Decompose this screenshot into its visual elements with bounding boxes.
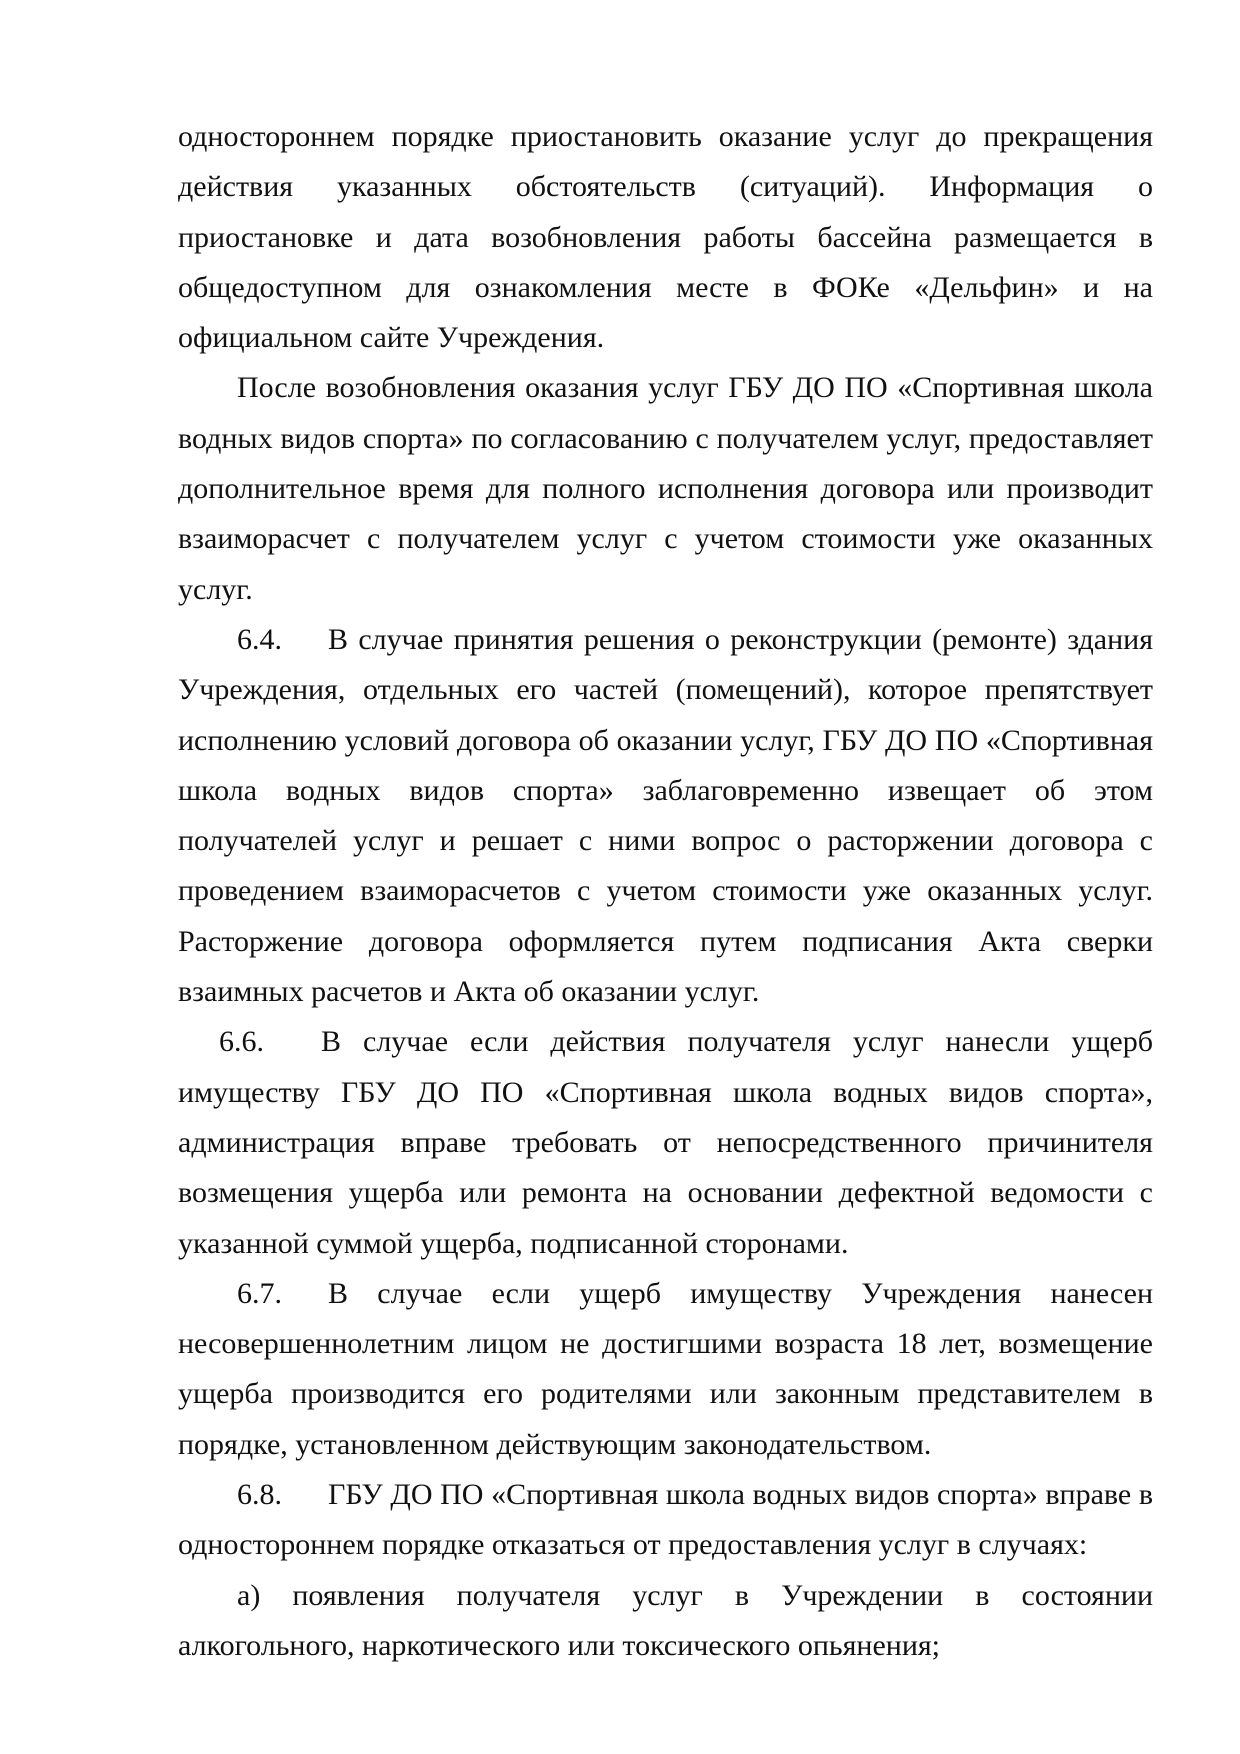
paragraph-suspension-continued: одностороннем порядке приостановить оказание услуг до прекращения действия указанных обстоятельств (ситуаций). Информация о приостановке и дата возобновления работы бассейна размещается в общедоступном для ознакомления месте в ФОКе «Дельфин» и на официальном сайте Учреждения. xyxy=(178,120,1153,355)
clause-text: В случае принятия решения о реконструкции (ремонте) здания Учреждения, отдельных его частей (помещений), которое препятствует исполнению условий договора об оказании услуг, ГБУ ДО ПО «Спортивная школа водных видов спорта» заблаговременно извещает об этом получателей услуг и решает с ними вопрос о расторжении договора с проведением взаиморасчетов с учетом стоимости уже оказанных услуг. Расторжение договора оформляется путем подписания Акта сверки взаимных расчетов и Акта об оказании услуг. xyxy=(178,622,1153,1009)
clause-text: В случае если действия получателя услуг нанесли ущерб имуществу ГБУ ДО ПО «Спортивная школа водных видов спорта», администрация вправе требовать от непосредственного причинителя возмещения ущерба или ремонта на основании дефектной ведомости с указанной суммой ущерба, подписанной сторонами. xyxy=(178,1025,1153,1260)
clause-text: ГБУ ДО ПО «Спортивная школа водных видов спорта» вправе в одностороннем порядке отказаться от предоставления услуг в случаях: xyxy=(178,1478,1153,1562)
clause-6-7 xyxy=(178,1269,1153,1470)
clause-6-8 xyxy=(178,1470,1153,1571)
clause-6-6 xyxy=(178,1017,1153,1268)
clause-number: 6.7. xyxy=(237,1276,282,1310)
list-item-a: а) появления получателя услуг в Учреждении в состоянии алкогольного, наркотического или токсического опьянения; xyxy=(178,1578,1153,1662)
clause-number: 6.4. xyxy=(237,622,282,656)
clause-number: 6.8. xyxy=(237,1478,282,1512)
clause-number: 6.6. xyxy=(219,1025,264,1059)
paragraph-resumption: После возобновления оказания услуг ГБУ ДО ПО «Спортивная школа водных видов спорта» по согласованию с получателем услуг, предоставляет дополнительное время для полного исполнения договора или производит взаиморасчет с получателем услуг с учетом стоимости уже оказанных услуг. xyxy=(178,371,1153,606)
clause-6-4 xyxy=(178,615,1153,1017)
document-page xyxy=(178,112,1153,1671)
clause-text: В случае если ущерб имуществу Учреждения нанесен несовершеннолетним лицом не достигшими возраста 18 лет, возмещение ущерба производится его родителями или законным представителем в порядке, установленном действующим законодательством. xyxy=(178,1276,1153,1461)
